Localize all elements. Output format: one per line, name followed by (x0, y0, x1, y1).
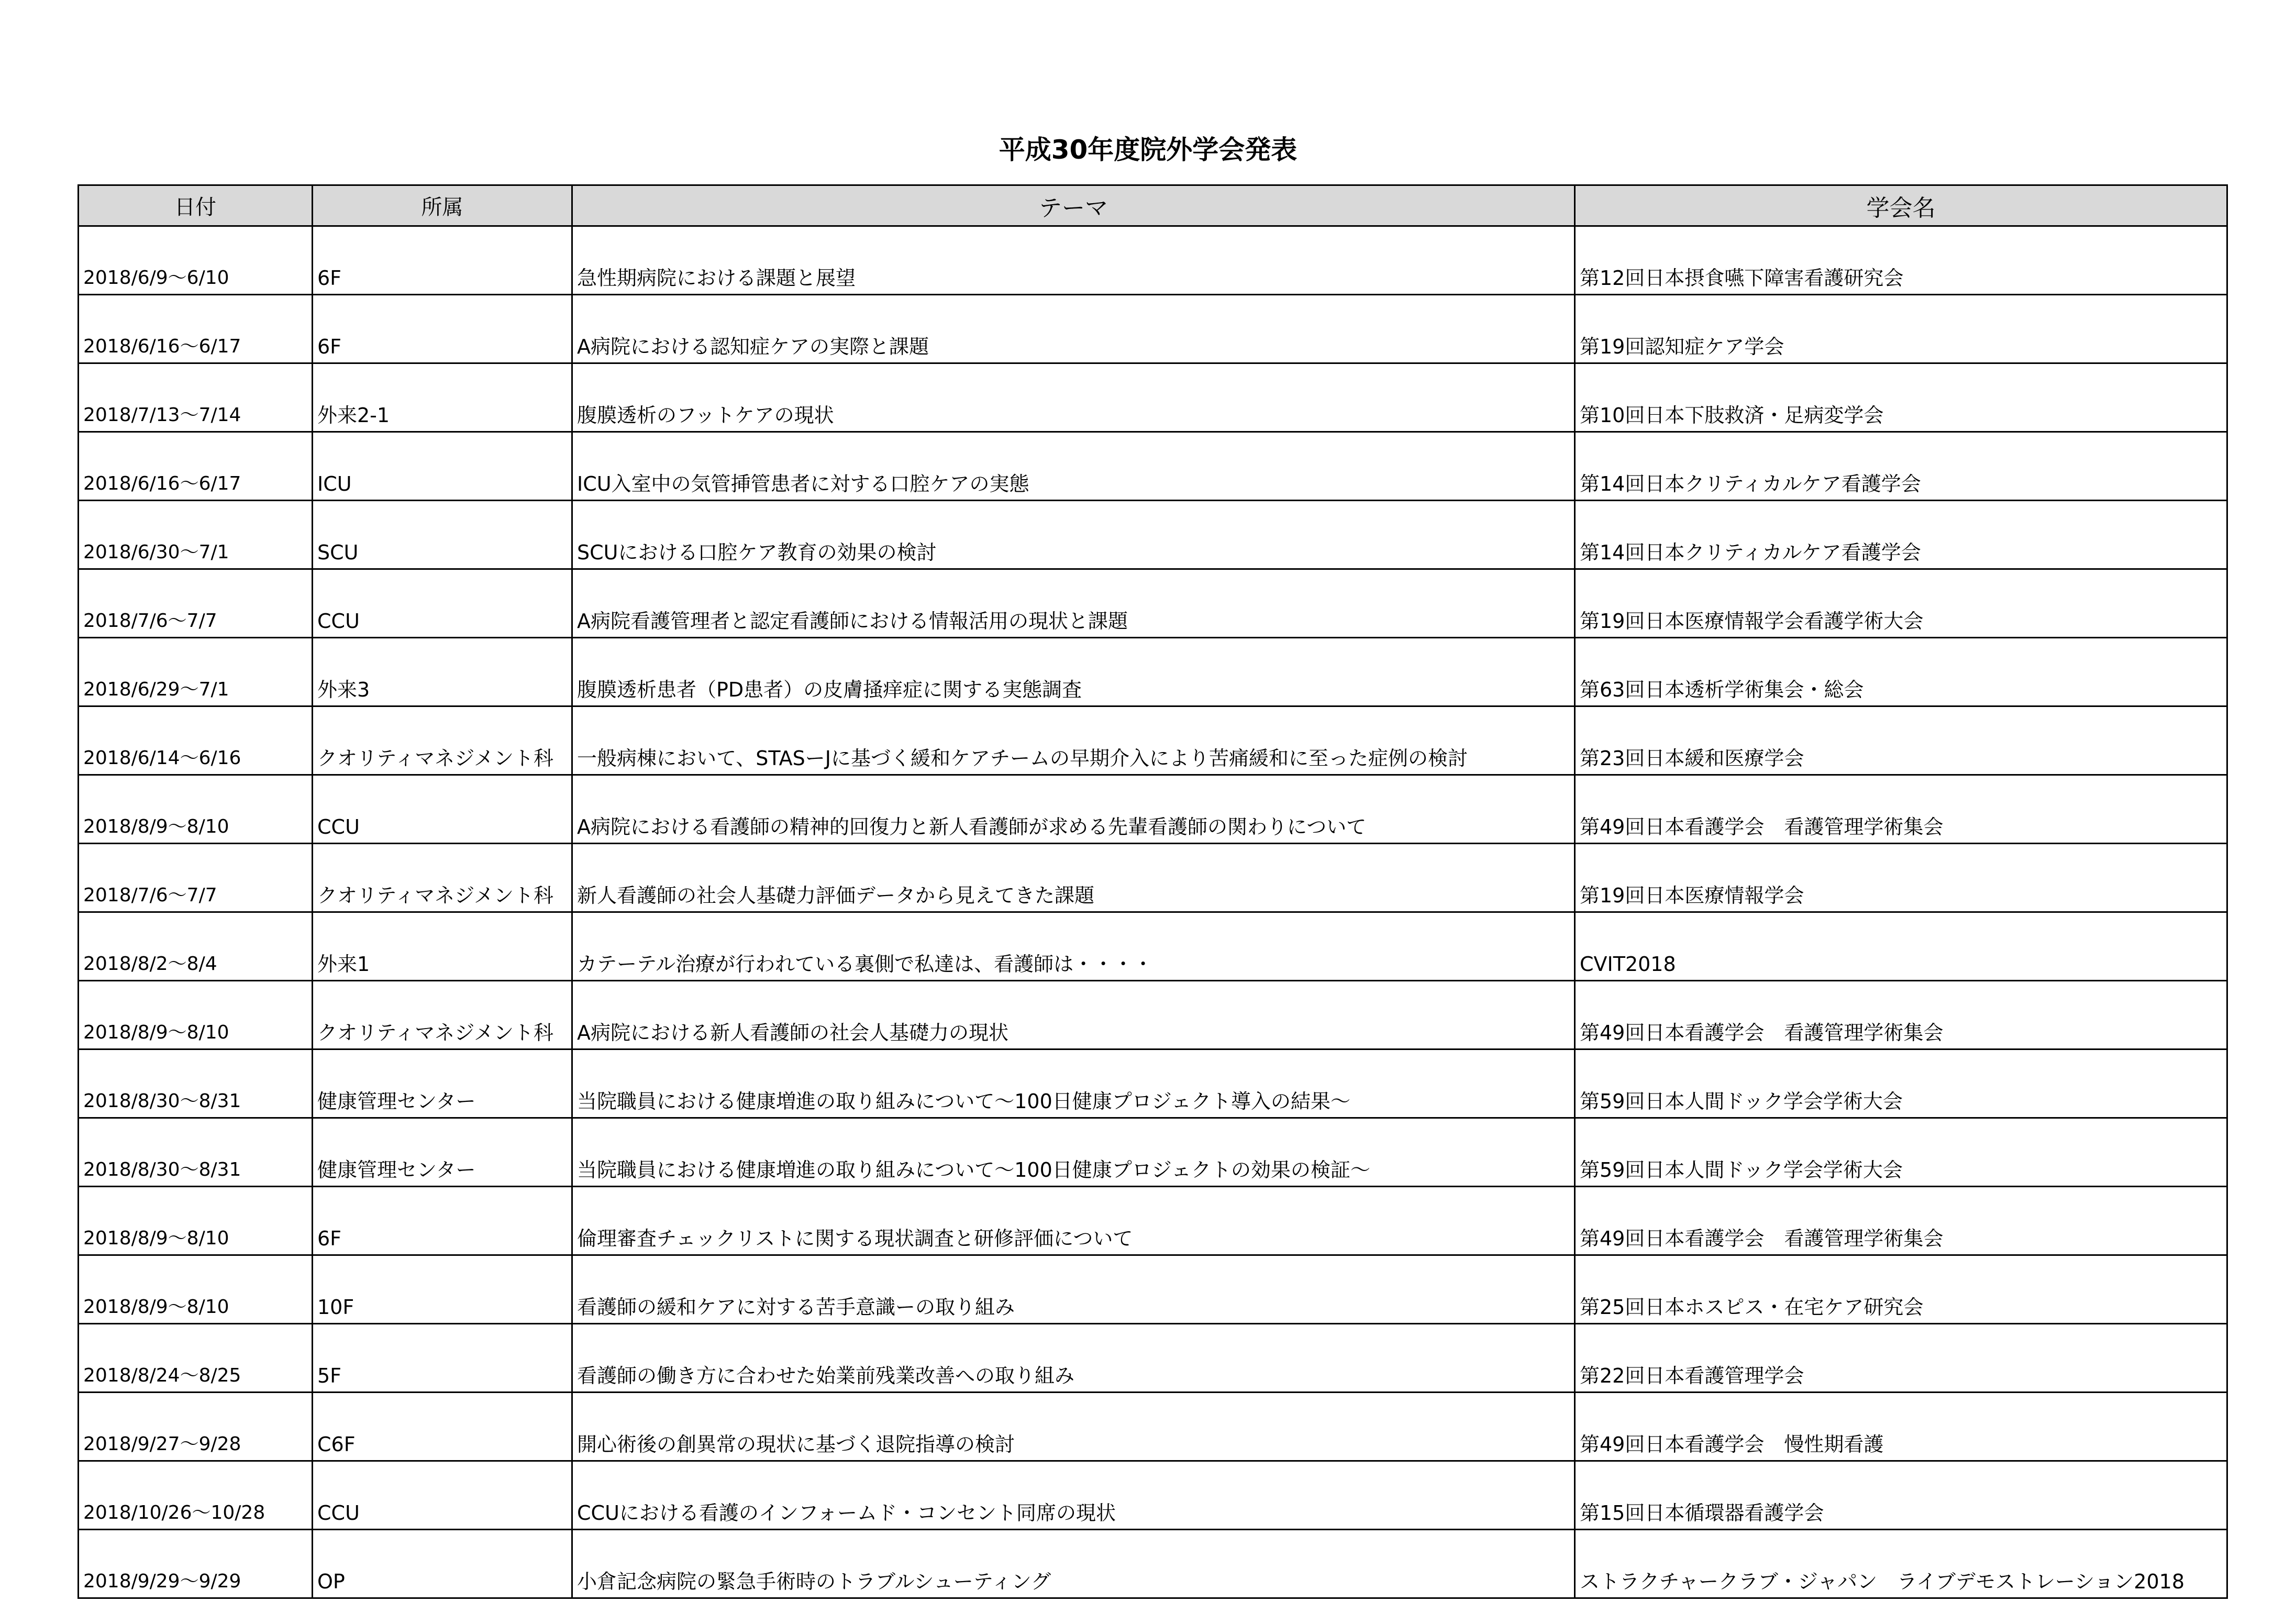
cell-society-text: 第19回認知症ケア学会 (1580, 335, 1784, 358)
cell-theme-text: 腹膜透析患者（PD患者）の皮膚掻痒症に関する実態調査 (577, 678, 1082, 701)
cell-society-text: 第49回日本看護学会 看護管理学術集会 (1580, 1021, 1944, 1044)
header-date: 日付 (79, 185, 313, 226)
cell-department (313, 363, 572, 432)
table-row (79, 912, 2227, 981)
cell-department-text: 5F (317, 1364, 342, 1387)
cell-theme (572, 1255, 1575, 1324)
cell-date (79, 1255, 313, 1324)
cell-date-text: 2018/8/9～8/10 (83, 1022, 229, 1043)
cell-department-text: クオリティマネジメント科 (317, 1021, 554, 1044)
cell-date (79, 981, 313, 1049)
header-society: 学会名 (1575, 185, 2227, 226)
cell-theme (572, 569, 1575, 638)
cell-society-text: 第49回日本看護学会 看護管理学術集会 (1580, 1227, 1944, 1250)
cell-theme (572, 1187, 1575, 1255)
cell-date-text: 2018/6/9～6/10 (83, 267, 229, 289)
cell-date (79, 1049, 313, 1118)
cell-department-text: 健康管理センター (317, 1090, 476, 1113)
table-row (79, 569, 2227, 638)
cell-theme (572, 1393, 1575, 1461)
cell-department (313, 1324, 572, 1393)
cell-department-text: 外来2-1 (317, 404, 390, 427)
cell-department (313, 981, 572, 1049)
cell-department (313, 295, 572, 363)
cell-society (1575, 501, 2227, 569)
cell-society (1575, 363, 2227, 432)
cell-society (1575, 1393, 2227, 1461)
cell-department-text: 6F (317, 335, 342, 358)
cell-theme (572, 363, 1575, 432)
cell-theme-text: 看護師の緩和ケアに対する苦手意識ーの取り組み (577, 1296, 1015, 1319)
cell-department-text: CCU (317, 610, 360, 633)
cell-society-text: 第59回日本人間ドック学会学術大会 (1580, 1090, 1903, 1113)
cell-department (313, 432, 572, 501)
cell-theme-text: 一般病棟において、STASーJに基づく緩和ケアチームの早期介入により苦痛緩和に至った症例の検討 (577, 747, 1468, 770)
cell-date-text: 2018/10/26～10/28 (83, 1502, 265, 1523)
cell-date (79, 1324, 313, 1393)
cell-department-text: 外来3 (317, 678, 370, 701)
cell-department (313, 1255, 572, 1324)
cell-theme (572, 432, 1575, 501)
cell-society (1575, 1049, 2227, 1118)
cell-date-text: 2018/6/30～7/1 (83, 542, 229, 563)
cell-society-text: 第22回日本看護管理学会 (1580, 1364, 1804, 1387)
table-row (79, 1255, 2227, 1324)
cell-theme (572, 295, 1575, 363)
cell-department-text: 6F (317, 267, 342, 290)
table-row (79, 1393, 2227, 1461)
table-row (79, 363, 2227, 432)
cell-department-text: 10F (317, 1296, 354, 1319)
cell-department (313, 1530, 572, 1598)
cell-society (1575, 844, 2227, 912)
cell-date (79, 912, 313, 981)
table-row (79, 295, 2227, 363)
cell-date-text: 2018/8/9～8/10 (83, 1296, 229, 1318)
table-row (79, 981, 2227, 1049)
cell-date (79, 295, 313, 363)
table-row (79, 1324, 2227, 1393)
cell-date-text: 2018/8/30～8/31 (83, 1090, 241, 1112)
cell-date (79, 775, 313, 844)
cell-society (1575, 1324, 2227, 1393)
cell-society-text: 第19回日本医療情報学会看護学術大会 (1580, 610, 1924, 633)
header-department: 所属 (313, 185, 572, 226)
cell-department (313, 1393, 572, 1461)
header-theme: テーマ (572, 185, 1575, 226)
cell-department-text: クオリティマネジメント科 (317, 747, 554, 770)
cell-date-text: 2018/8/2～8/4 (83, 953, 217, 975)
cell-department-text: OP (317, 1570, 345, 1593)
cell-society (1575, 912, 2227, 981)
cell-theme-text: A病院における新人看護師の社会人基礎力の現状 (577, 1021, 1008, 1044)
cell-society (1575, 1187, 2227, 1255)
cell-society (1575, 295, 2227, 363)
cell-theme-text: 腹膜透析のフットケアの現状 (577, 404, 834, 427)
cell-society (1575, 1530, 2227, 1598)
cell-society-text: 第14回日本クリティカルケア看護学会 (1580, 472, 1921, 495)
cell-department (313, 1461, 572, 1530)
cell-theme-text: A病院看護管理者と認定看護師における情報活用の現状と課題 (577, 610, 1128, 633)
cell-date-text: 2018/9/29～9/29 (83, 1571, 241, 1592)
cell-department (313, 1118, 572, 1187)
cell-theme (572, 226, 1575, 295)
page-title: 平成30年度院外学会発表 (999, 135, 1297, 165)
cell-date (79, 226, 313, 295)
cell-date-text: 2018/7/6～7/7 (83, 610, 217, 632)
cell-theme (572, 844, 1575, 912)
cell-theme-text: A病院における認知症ケアの実際と課題 (577, 335, 929, 358)
cell-date-text: 2018/6/29～7/1 (83, 679, 229, 700)
cell-department-text: 外来1 (317, 953, 370, 976)
cell-society-text: 第59回日本人間ドック学会学術大会 (1580, 1158, 1903, 1181)
cell-theme-text: 当院職員における健康増進の取り組みについて～100日健康プロジェクト導入の結果～ (577, 1090, 1351, 1113)
cell-theme (572, 706, 1575, 775)
cell-department (313, 775, 572, 844)
cell-society-text: 第25回日本ホスピス・在宅ケア研究会 (1580, 1296, 1924, 1319)
cell-society-text: 第12回日本摂食嚥下障害看護研究会 (1580, 267, 1904, 290)
cell-date (79, 1118, 313, 1187)
cell-society (1575, 981, 2227, 1049)
cell-theme (572, 1324, 1575, 1393)
cell-date (79, 844, 313, 912)
table-row (79, 706, 2227, 775)
cell-theme-text: 新人看護師の社会人基礎力評価データから見えてきた課題 (577, 884, 1095, 907)
cell-date-text: 2018/6/14～6/16 (83, 747, 241, 769)
cell-date (79, 706, 313, 775)
cell-department (313, 706, 572, 775)
cell-department-text: C6F (317, 1433, 356, 1456)
cell-society (1575, 775, 2227, 844)
table-body (79, 226, 2227, 1598)
cell-society (1575, 638, 2227, 706)
cell-society (1575, 432, 2227, 501)
cell-department-text: CCU (317, 815, 360, 838)
table-row (79, 1530, 2227, 1598)
cell-society (1575, 1255, 2227, 1324)
cell-department (313, 638, 572, 706)
cell-society-text: 第15回日本循環器看護学会 (1580, 1501, 1824, 1524)
cell-department-text: 6F (317, 1227, 342, 1250)
cell-theme (572, 1530, 1575, 1598)
cell-date (79, 1530, 313, 1598)
cell-society-text: 第10回日本下肢救済・足病変学会 (1580, 404, 1884, 427)
cell-theme (572, 638, 1575, 706)
cell-theme (572, 912, 1575, 981)
cell-theme-text: 倫理審査チェックリストに関する現状調査と研修評価について (577, 1227, 1133, 1250)
cell-date (79, 1393, 313, 1461)
cell-department-text: クオリティマネジメント科 (317, 884, 554, 907)
cell-society (1575, 1118, 2227, 1187)
cell-society-text: 第49回日本看護学会 看護管理学術集会 (1580, 815, 1944, 838)
cell-theme (572, 775, 1575, 844)
cell-department-text: CCU (317, 1501, 360, 1524)
cell-date-text: 2018/6/16～6/17 (83, 336, 241, 357)
cell-theme (572, 981, 1575, 1049)
cell-society-text: 第49回日本看護学会 慢性期看護 (1580, 1433, 1884, 1456)
cell-theme-text: 当院職員における健康増進の取り組みについて～100日健康プロジェクトの効果の検証～ (577, 1158, 1371, 1181)
cell-date-text: 2018/6/16～6/17 (83, 473, 241, 494)
table-row (79, 1187, 2227, 1255)
cell-theme-text: CCUにおける看護のインフォームド・コンセント同席の現状 (577, 1501, 1116, 1524)
table-row (79, 432, 2227, 501)
presentations-table (77, 184, 2228, 1599)
cell-date (79, 363, 313, 432)
cell-date (79, 638, 313, 706)
header-row (79, 185, 2227, 226)
table-row (79, 844, 2227, 912)
cell-theme (572, 1461, 1575, 1530)
cell-date-text: 2018/9/27～9/28 (83, 1433, 241, 1455)
cell-society-text: ストラクチャークラブ・ジャパン ライブデモストレーション2018 (1580, 1570, 2185, 1593)
cell-theme-text: 開心術後の創異常の現状に基づく退院指導の検討 (577, 1433, 1015, 1456)
cell-department (313, 569, 572, 638)
cell-date (79, 501, 313, 569)
cell-department (313, 1187, 572, 1255)
cell-theme-text: A病院における看護師の精神的回復力と新人看護師が求める先輩看護師の関わりについて (577, 815, 1367, 838)
cell-department-text: ICU (317, 472, 352, 495)
cell-date-text: 2018/7/13～7/14 (83, 404, 241, 426)
cell-theme-text: 小倉記念病院の緊急手術時のトラブルシューティング (577, 1570, 1051, 1593)
cell-theme-text: 看護師の働き方に合わせた始業前残業改善への取り組み (577, 1364, 1075, 1387)
cell-department-text: SCU (317, 541, 359, 564)
table-row (79, 1049, 2227, 1118)
cell-theme-text: ICU入室中の気管挿管患者に対する口腔ケアの実態 (577, 472, 1029, 495)
table-row (79, 638, 2227, 706)
cell-date (79, 432, 313, 501)
cell-society-text: 第23回日本緩和医療学会 (1580, 747, 1804, 770)
cell-date-text: 2018/8/30～8/31 (83, 1159, 241, 1180)
cell-date (79, 1187, 313, 1255)
cell-department (313, 844, 572, 912)
cell-society (1575, 706, 2227, 775)
cell-department (313, 912, 572, 981)
cell-date-text: 2018/8/9～8/10 (83, 1228, 229, 1249)
cell-date-text: 2018/8/9～8/10 (83, 816, 229, 837)
table-row (79, 226, 2227, 295)
cell-date-text: 2018/8/24～8/25 (83, 1365, 241, 1386)
cell-society (1575, 226, 2227, 295)
cell-department (313, 501, 572, 569)
cell-date (79, 569, 313, 638)
cell-society-text: 第63回日本透析学術集会・総会 (1580, 678, 1864, 701)
table-row (79, 501, 2227, 569)
table-row (79, 1118, 2227, 1187)
cell-theme (572, 1118, 1575, 1187)
cell-society (1575, 569, 2227, 638)
cell-date (79, 1461, 313, 1530)
table-row (79, 775, 2227, 844)
cell-society (1575, 1461, 2227, 1530)
cell-theme (572, 501, 1575, 569)
cell-theme-text: カテーテル治療が行われている裏側で私達は、看護師は・・・・ (577, 953, 1153, 976)
cell-society-text: 第19回日本医療情報学会 (1580, 884, 1804, 907)
cell-department (313, 1049, 572, 1118)
cell-department (313, 226, 572, 295)
cell-department-text: 健康管理センター (317, 1158, 476, 1181)
cell-theme-text: SCUにおける口腔ケア教育の効果の検討 (577, 541, 937, 564)
cell-theme-text: 急性期病院における課題と展望 (577, 267, 856, 290)
table-row (79, 1461, 2227, 1530)
cell-theme (572, 1049, 1575, 1118)
cell-society-text: 第14回日本クリティカルケア看護学会 (1580, 541, 1921, 564)
cell-society-text: CVIT2018 (1580, 953, 1676, 976)
cell-date-text: 2018/7/6～7/7 (83, 885, 217, 906)
